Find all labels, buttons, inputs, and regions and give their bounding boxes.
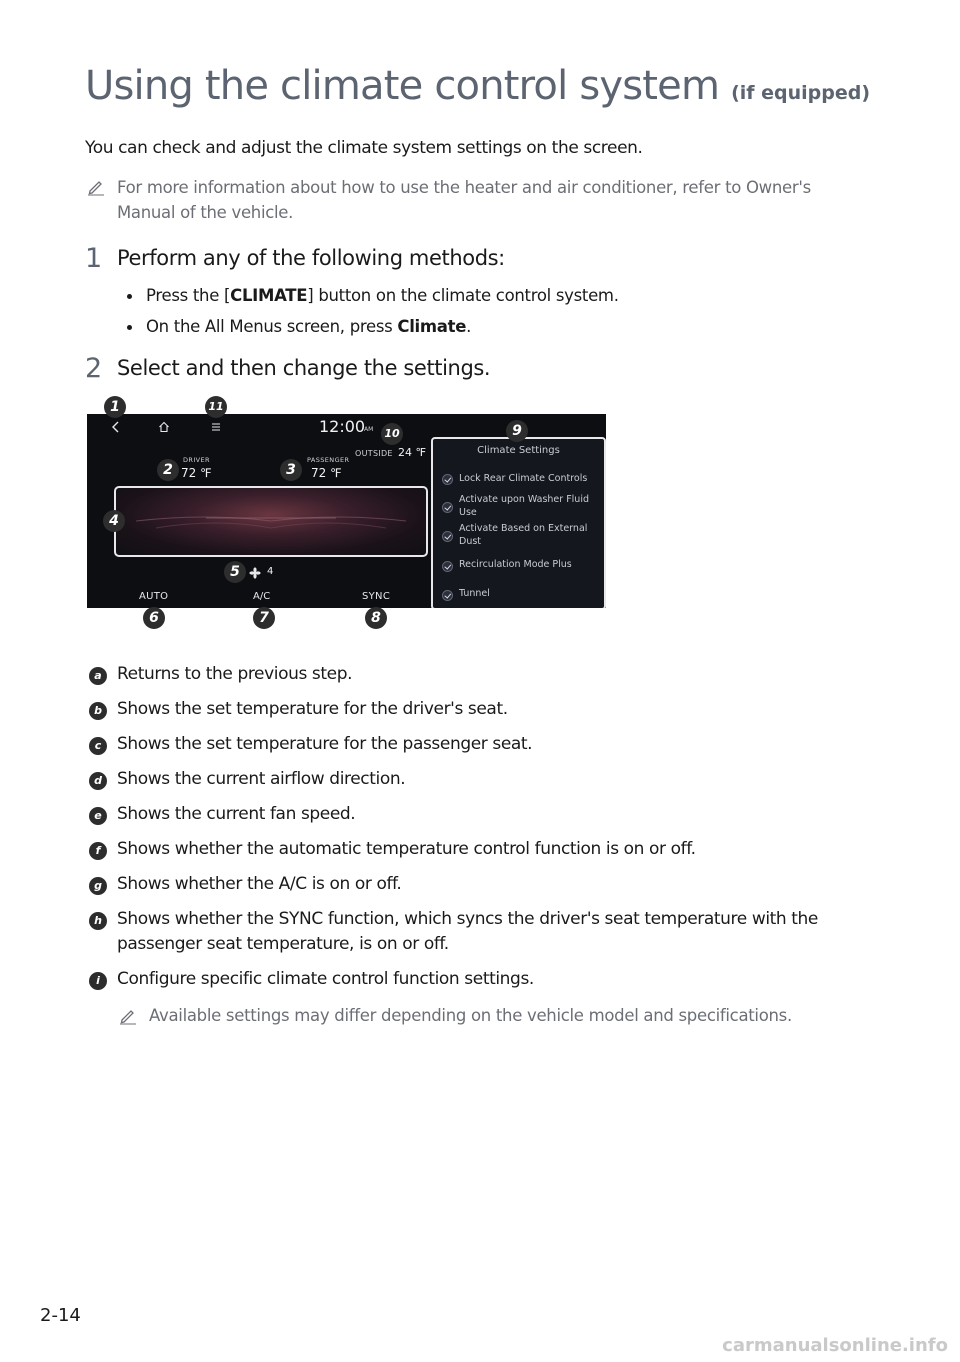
fan-icon xyxy=(249,567,261,579)
back-icon[interactable] xyxy=(111,421,121,433)
washer-fluid-checkbox[interactable] xyxy=(442,502,453,513)
step-number: 2 xyxy=(85,353,103,384)
legend-key: g xyxy=(89,877,107,895)
callout-11: 11 xyxy=(205,396,227,418)
note-line-1: For more information about how to use the heater and air conditioner, refer to Owner's xyxy=(117,178,811,197)
clock-time: 12:00 xyxy=(319,417,366,436)
auto-button[interactable]: AUTO xyxy=(139,591,169,602)
lock-rear-checkbox[interactable] xyxy=(442,474,453,485)
callout-2: 2 xyxy=(157,459,179,481)
pencil-note-icon xyxy=(118,1005,138,1025)
menu-icon[interactable] xyxy=(211,422,221,432)
driver-label: DRIVER xyxy=(183,456,210,464)
ac-button[interactable]: A/C xyxy=(253,591,271,602)
legend-text: Shows the set temperature for the passenger seat. xyxy=(117,734,533,754)
legend-key: i xyxy=(89,972,107,990)
legend-key: c xyxy=(89,737,107,755)
legend-key: d xyxy=(89,772,107,790)
callout-4: 4 xyxy=(103,510,125,532)
legend-text: Shows whether the SYNC function, which syncs the driver's seat temperature with the xyxy=(117,909,818,929)
bullet-item: On the All Menus screen, press Climate. xyxy=(127,317,471,336)
title-text: Using the climate control system xyxy=(85,63,720,109)
home-icon[interactable] xyxy=(158,421,170,433)
panel-title: Climate Settings xyxy=(477,445,560,456)
watermark: carmanualsonline.info xyxy=(722,1335,948,1356)
outside-temp: 24 ℉ xyxy=(398,446,426,459)
driver-temp[interactable]: 72 ℉ xyxy=(181,466,212,480)
bullet-dot xyxy=(127,325,132,330)
legend-text: Shows the current airflow direction. xyxy=(117,769,406,789)
option-label: Recirculation Mode Plus xyxy=(459,559,572,570)
page-number: 2-14 xyxy=(40,1305,81,1326)
option-label: Activate upon Washer Fluid Use xyxy=(459,494,589,518)
step-number: 1 xyxy=(85,243,103,274)
callout-6: 6 xyxy=(143,607,165,629)
option-label: Activate Based on External Dust xyxy=(459,523,588,547)
airflow-display[interactable] xyxy=(114,486,428,557)
legend-text: Shows whether the A/C is on or off. xyxy=(117,874,402,894)
bullet-item: Press the [CLIMATE] button on the climate control system. xyxy=(127,286,619,305)
tunnel-checkbox[interactable] xyxy=(442,590,453,601)
clock-ampm: AM xyxy=(364,426,374,433)
bullet-dot xyxy=(127,294,132,299)
external-dust-checkbox[interactable] xyxy=(442,531,453,542)
title-suffix: (if equipped) xyxy=(731,82,871,104)
option-label: Tunnel xyxy=(459,588,490,599)
callout-7: 7 xyxy=(253,607,275,629)
climate-settings-panel xyxy=(431,437,606,608)
legend-text: Shows the set temperature for the driver's seat. xyxy=(117,699,508,719)
step-title: Select and then change the settings. xyxy=(117,356,491,380)
legend-text: Configure specific climate control function settings. xyxy=(117,969,534,989)
callout-5: 5 xyxy=(224,561,246,583)
climate-screen xyxy=(87,414,606,608)
legend-key: b xyxy=(89,702,107,720)
note-text: Available settings may differ depending on the vehicle model and specifications. xyxy=(149,1006,792,1025)
legend-text-cont: passenger seat temperature, is on or off. xyxy=(117,934,449,954)
pencil-note-icon xyxy=(86,176,106,196)
note-line-2: Manual of the vehicle. xyxy=(117,203,294,222)
sync-button[interactable]: SYNC xyxy=(362,591,391,602)
fan-speed[interactable]: 4 xyxy=(267,566,274,577)
note-text xyxy=(117,175,897,225)
callout-8: 8 xyxy=(365,607,387,629)
legend-text: Shows the current fan speed. xyxy=(117,804,356,824)
legend-text: Shows whether the automatic temperature control function is on or off. xyxy=(117,839,696,859)
legend-key: f xyxy=(89,842,107,860)
passenger-label: PASSENGER xyxy=(307,456,350,464)
step-title: Perform any of the following methods: xyxy=(117,246,505,270)
legend-key: h xyxy=(89,912,107,930)
callout-9: 9 xyxy=(506,420,528,442)
callout-10: 10 xyxy=(381,423,403,445)
recirculation-checkbox[interactable] xyxy=(442,561,453,572)
callout-1: 1 xyxy=(104,396,126,418)
page-title xyxy=(85,56,870,123)
option-label: Lock Rear Climate Controls xyxy=(459,473,588,484)
passenger-temp[interactable]: 72 ℉ xyxy=(311,466,342,480)
outside-label: OUTSIDE xyxy=(355,449,393,458)
callout-3: 3 xyxy=(280,459,302,481)
legend-key: e xyxy=(89,807,107,825)
airflow-lines xyxy=(116,488,426,555)
intro-text: You can check and adjust the climate system settings on the screen. xyxy=(85,138,643,158)
legend-text: Returns to the previous step. xyxy=(117,664,353,684)
legend-key: a xyxy=(89,667,107,685)
